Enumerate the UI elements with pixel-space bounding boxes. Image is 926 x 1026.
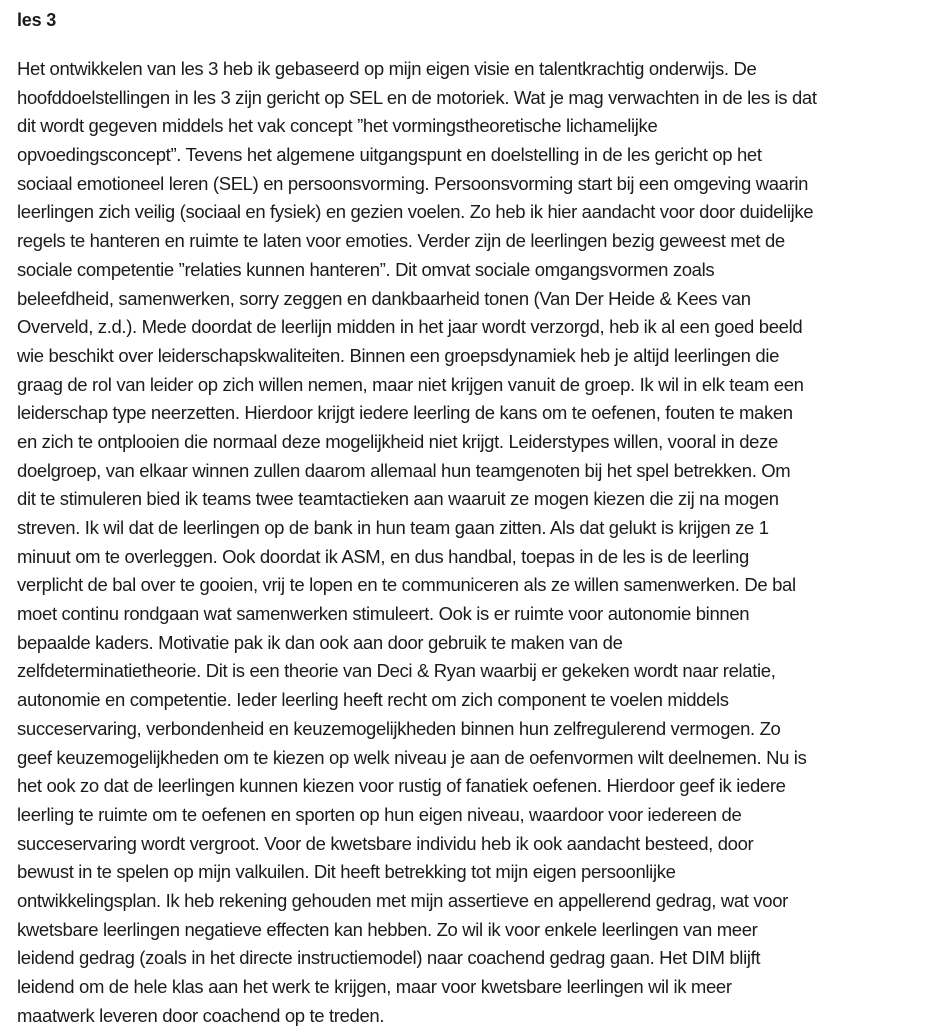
paragraph-line: streven. Ik wil dat de leerlingen op de bank in hun team gaan zitten. Als dat gelukt is krijgen ze 1 <box>17 517 769 538</box>
paragraph-line: maatwerk leveren door coachend op te treden. <box>17 1004 385 1026</box>
paragraph-line: verplicht de bal over te gooien, vrij te lopen en te communiceren als ze willen samenwerken. De bal <box>17 574 796 596</box>
paragraph-line: graag de rol van leider op zich willen nemen, maar niet krijgen vanuit de groep. Ik wil in elk team een <box>17 373 804 395</box>
paragraph-line: ontwikkelingsplan. Ik heb rekening gehouden met mijn assertieve en appellerend gedrag, wat voor <box>17 889 788 911</box>
paragraph-line: beleefdheid, samenwerken, sorry zeggen en dankbaarheid tonen (Van Der Heide & Kees van <box>17 287 751 309</box>
paragraph-line: wie beschikt over leiderschapskwaliteiten. Binnen een groepsdynamiek heb je altijd leerlingen die <box>17 344 780 366</box>
paragraph-line: opvoedingsconcept”. Tevens het algemene uitgangspunt en doelstelling in de les gericht op het <box>17 144 762 166</box>
paragraph-line: leerling te ruimte om te oefenen en sporten op hun eigen niveau, waardoor voor iedereen de <box>17 803 742 825</box>
paragraph-line: minuut om te overleggen. Ook doordat ik ASM, en dus handbal, toepas in de les is de leerling <box>17 545 749 567</box>
paragraph-line: moet continu rondgaan wat samenwerken stimuleert. Ook is er ruimte voor autonomie binnen <box>17 603 750 625</box>
document-paragraph <box>17 55 910 1026</box>
document-title: les 3 <box>17 10 57 30</box>
paragraph-line: zelfdeterminatietheorie. Dit is een theorie van Deci & Ryan waarbij er gekeken wordt naar relatie, <box>17 660 776 682</box>
paragraph-line: bepaalde kaders. Motivatie pak ik dan ook aan door gebruik te maken van de <box>17 631 623 653</box>
paragraph-line: leiderschap type neerzetten. Hierdoor krijgt iedere leerling de kans om te oefenen, fouten te maken <box>17 402 793 424</box>
paragraph-line: sociale competentie ”relaties kunnen hanteren”. Dit omvat sociale omgangsvormen zoals <box>17 258 715 280</box>
paragraph-line: bewust in te spelen op mijn valkuilen. Dit heeft betrekking tot mijn eigen persoonlijke <box>17 861 676 883</box>
paragraph-line: succeservaring, verbondenheid en keuzemogelijkheden binnen hun zelfregulerend vermogen. Zo <box>17 717 781 739</box>
paragraph-line: hoofddoelstellingen in les 3 zijn gericht op SEL en de motoriek. Wat je mag verwachten in de les is dat <box>17 86 817 108</box>
paragraph-line: kwetsbare leerlingen negatieve effecten kan hebben. Zo wil ik voor enkele leerlingen van meer <box>17 918 758 940</box>
paragraph-line: regels te hanteren en ruimte te laten voor emoties. Verder zijn de leerlingen bezig geweest met de <box>17 230 785 252</box>
paragraph-line: en zich te ontplooien die normaal deze mogelijkheid niet krijgt. Leiderstypes willen, vooral in deze <box>17 430 778 452</box>
paragraph-line: doelgroep, van elkaar winnen zullen daarom allemaal hun teamgenoten bij het spel betrekken. Om <box>17 459 791 481</box>
paragraph-line: leidend om de hele klas aan het werk te krijgen, maar voor kwetsbare leerlingen wil ik meer <box>17 976 732 997</box>
paragraph-line: sociaal emotioneel leren (SEL) en persoonsvorming. Persoonsvorming start bij een omgeving waarin <box>17 172 809 194</box>
paragraph-line: autonomie en competentie. Ieder leerling heeft recht om zich component te voelen middels <box>17 689 729 711</box>
paragraph-line: leidend gedrag (zoals in het directe instructiemodel) naar coachend gedrag gaan. Het DIM blijft <box>17 947 761 969</box>
paragraph-line: dit te stimuleren bied ik teams twee teamtactieken aan waaruit ze mogen kiezen die zij na mogen <box>17 488 779 510</box>
paragraph-line: Het ontwikkelen van les 3 heb ik gebaseerd op mijn eigen visie en talentkrachtig onderwijs. De <box>17 58 757 79</box>
paragraph-line: geef keuzemogelijkheden om te kiezen op welk niveau je aan de oefenvormen wilt deelnemen. Nu is <box>17 746 807 768</box>
paragraph-line: Overveld, z.d.). Mede doordat de leerlijn midden in het jaar wordt verzorgd, heb ik al een goed beeld <box>17 316 803 338</box>
paragraph-line: dit wordt gegeven middels het vak concept ”het vormingstheoretische lichamelijke <box>17 115 658 137</box>
paragraph-line: succeservaring wordt vergroot. Voor de kwetsbare individu heb ik ook aandacht besteed, door <box>17 832 754 854</box>
paragraph-line: leerlingen zich veilig (sociaal en fysiek) en gezien voelen. Zo heb ik hier aandacht voor door duidelijke <box>17 201 814 223</box>
paragraph-line: het ook zo dat de leerlingen kunnen kiezen voor rustig of fanatiek oefenen. Hierdoor geef ik iedere <box>17 775 786 797</box>
